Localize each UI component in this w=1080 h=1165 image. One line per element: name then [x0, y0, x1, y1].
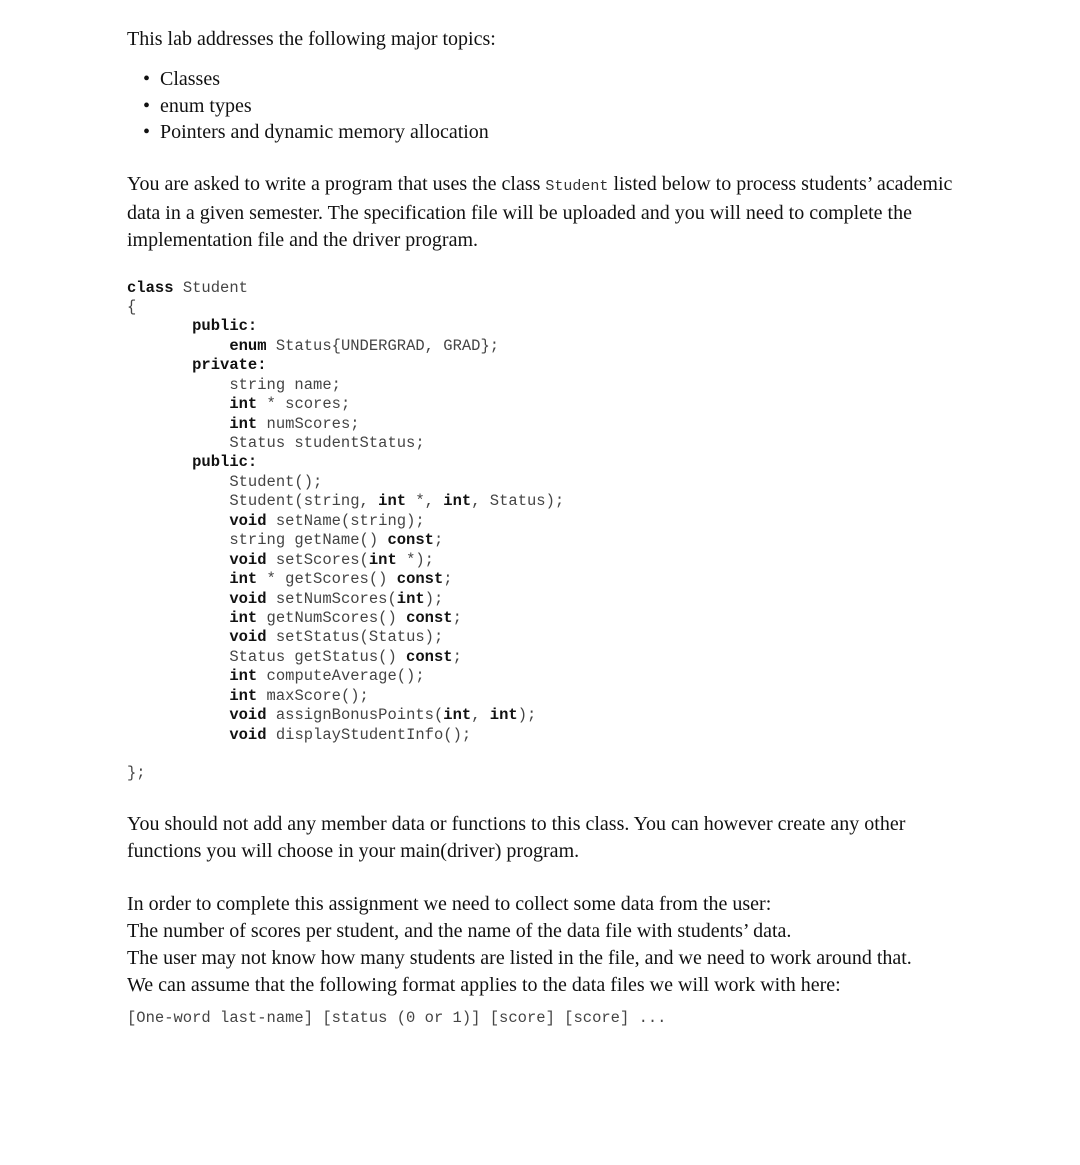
code-token	[127, 337, 229, 355]
code-line	[127, 395, 967, 414]
code-keyword: const	[406, 647, 453, 666]
code-line	[127, 434, 967, 453]
code-line	[127, 764, 967, 783]
code-token: };	[127, 764, 146, 783]
code-token: displayStudentInfo();	[266, 725, 472, 744]
code-token: Student(string,	[127, 492, 379, 511]
code-keyword: int	[396, 589, 425, 608]
data-collection-paragraph	[127, 891, 967, 999]
code-token: *);	[396, 550, 434, 569]
code-line	[127, 590, 967, 609]
code-token	[127, 415, 229, 433]
bullet-icon: •	[143, 68, 151, 90]
topic-item: • Classes	[127, 66, 967, 93]
code-line	[127, 687, 967, 706]
code-keyword: void	[229, 628, 267, 647]
topic-item: • Pointers and dynamic memory allocation	[127, 119, 967, 146]
code-keyword: int	[443, 492, 472, 511]
code-keyword: public:	[192, 317, 258, 336]
code-token: );	[517, 706, 537, 725]
code-keyword: int	[229, 395, 258, 414]
code-keyword: void	[229, 706, 267, 725]
intro-text: This lab addresses the following major topics:	[127, 28, 496, 50]
code-token	[127, 706, 229, 724]
code-token: setNumScores(	[266, 589, 397, 608]
bullet-icon: •	[143, 94, 151, 117]
data-file-format: [One-word last-name] [status (0 or 1)] [score] [score] ...	[127, 1008, 667, 1027]
code-token: Student	[173, 278, 248, 297]
code-line	[127, 298, 967, 317]
code-token	[127, 570, 229, 588]
code-line	[127, 512, 967, 531]
code-token: getNumScores()	[257, 608, 407, 627]
code-token	[127, 726, 229, 744]
code-token: ,	[471, 706, 490, 725]
code-token: numScores;	[257, 414, 360, 433]
code-token: assignBonusPoints(	[266, 706, 444, 725]
code-line	[127, 279, 967, 298]
code-line	[127, 337, 967, 356]
code-token	[127, 628, 229, 646]
code-token	[127, 356, 192, 374]
code-keyword: const	[406, 608, 453, 627]
para3-line-2: The number of scores per student, and the name of the data file with students’ data.	[127, 919, 792, 942]
code-token	[127, 551, 229, 569]
code-token: Status studentStatus;	[127, 434, 425, 452]
code-token	[127, 395, 229, 413]
code-token: ;	[452, 608, 462, 627]
code-line	[127, 706, 967, 725]
code-keyword: const	[387, 531, 434, 550]
code-token: setScores(	[266, 550, 369, 569]
code-token: string getName()	[127, 531, 388, 550]
code-token: computeAverage();	[257, 667, 425, 686]
code-keyword: const	[396, 570, 444, 589]
code-keyword: int	[378, 492, 407, 511]
code-keyword: void	[229, 589, 267, 608]
code-keyword: void	[229, 550, 267, 569]
code-keyword: int	[229, 608, 258, 627]
code-token	[127, 317, 192, 335]
code-token	[127, 609, 229, 627]
code-token	[127, 590, 229, 608]
code-token	[127, 512, 229, 530]
assignment-paragraph: You are asked to write a program that uses the class Student listed below to process students’ academic data in a given semester. The specification file will be uploaded and you will need to complete the implementation file and the driver program.	[127, 172, 953, 251]
code-line	[127, 376, 967, 395]
code-keyword: int	[368, 550, 397, 569]
code-keyword: class	[127, 278, 174, 297]
code-line	[127, 492, 967, 511]
code-line	[127, 531, 967, 550]
restriction-paragraph: You should not add any member data or functions to this class. You can however create any other functions you will choose in your main(driver) program.	[127, 812, 906, 862]
code-token: Status getStatus()	[127, 647, 407, 666]
code-keyword: public:	[192, 453, 258, 472]
code-token: Student();	[127, 472, 323, 491]
code-keyword: int	[229, 686, 258, 705]
code-token: ;	[443, 570, 453, 589]
code-line	[127, 628, 967, 647]
code-keyword: void	[229, 511, 267, 530]
code-token: maxScore();	[257, 686, 369, 705]
code-line	[127, 415, 967, 434]
code-line	[127, 551, 967, 570]
code-keyword: private:	[192, 356, 267, 375]
code-keyword: enum	[229, 336, 267, 355]
code-token: *,	[406, 492, 444, 511]
code-line	[127, 570, 967, 589]
code-token: );	[424, 589, 444, 608]
code-keyword: int	[489, 706, 518, 725]
code-keyword: int	[229, 414, 258, 433]
code-token	[127, 687, 229, 705]
code-token: setStatus(Status);	[266, 628, 444, 647]
topic-item: • enum types	[127, 93, 967, 120]
code-token: string name;	[127, 375, 341, 394]
code-keyword: int	[229, 570, 258, 589]
code-token: {	[127, 297, 137, 316]
code-line	[127, 473, 967, 492]
code-token: Status{UNDERGRAD, GRAD};	[266, 336, 500, 355]
inline-code-student: Student	[545, 177, 609, 195]
code-token	[127, 667, 229, 685]
code-line	[127, 667, 967, 686]
code-keyword: int	[229, 667, 258, 686]
code-line	[127, 745, 967, 764]
code-line	[127, 648, 967, 667]
code-token: ;	[433, 531, 444, 550]
class-code-block	[127, 279, 967, 784]
topics-list	[127, 66, 967, 146]
code-line	[127, 609, 967, 628]
code-line	[127, 317, 967, 336]
code-token	[127, 453, 192, 471]
document-page	[127, 26, 967, 1028]
bullet-icon: •	[143, 121, 151, 143]
code-token: ;	[452, 647, 462, 666]
code-keyword: int	[443, 706, 472, 725]
code-keyword: void	[229, 725, 267, 744]
para3-line-4: We can assume that the following format applies to the data files we will work with here:	[127, 973, 841, 996]
code-token: * getScores()	[257, 570, 397, 589]
para3-line-1: In order to complete this assignment we need to collect some data from the user:	[127, 892, 772, 915]
code-line	[127, 356, 967, 375]
code-line	[127, 726, 967, 745]
code-line	[127, 453, 967, 472]
code-token: * scores;	[257, 395, 351, 414]
para3-line-3: The user may not know how many students are listed in the file, and we need to work around that.	[127, 946, 912, 969]
code-token: , Status);	[471, 492, 565, 511]
code-token: setName(string);	[266, 511, 425, 530]
